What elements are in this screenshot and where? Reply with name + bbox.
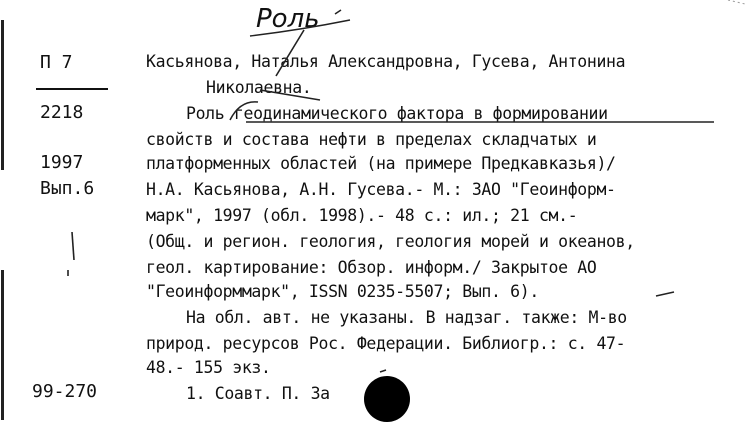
record-line: Николаевна. [206, 78, 312, 97]
handwritten-note: Роль [256, 4, 320, 34]
ink-blot [364, 376, 410, 422]
note-line: природ. ресурсов Рос. Федерации. Библиогр.: с. 47- [146, 334, 626, 353]
note-line: 48.- 155 экз. [146, 358, 271, 377]
record-line: Касьянова, Наталья Александровна, Гусева, Антонина [146, 52, 626, 71]
accession-number: 99-270 [32, 381, 98, 402]
record-line: (Общ. и регион. геология, геология морей и океанов, [146, 232, 635, 251]
record-line: свойств и состава нефти в пределах складчатых и [146, 130, 597, 149]
record-line: "Геоинформмарк", ISSN 0235-5507; Вып. 6). [146, 282, 539, 301]
issue-number: Вып.6 [40, 178, 95, 199]
card-number: 2218 [40, 102, 84, 123]
record-line: платформенных областей (на примере Предкавказья)/ [146, 154, 616, 173]
shelfmark: П 7 [40, 52, 73, 73]
record-line: геол. картирование: Обзор. информ./ Закрытое АО [146, 258, 597, 277]
title-line: Роль геодинамического фактора в формировании [186, 104, 608, 123]
publication-year: 1997 [40, 152, 84, 173]
record-line: Н.А. Касьянова, А.Н. Гусева.- М.: ЗАО "Геоинформ- [146, 180, 616, 199]
note-line: На обл. авт. не указаны. В надзаг. также: М-во [186, 308, 627, 327]
tracing-line: 1. Соавт. П. За [186, 384, 330, 403]
record-line: марк", 1997 (обл. 1998).- 48 с.: ил.; 21 см.- [146, 206, 578, 225]
